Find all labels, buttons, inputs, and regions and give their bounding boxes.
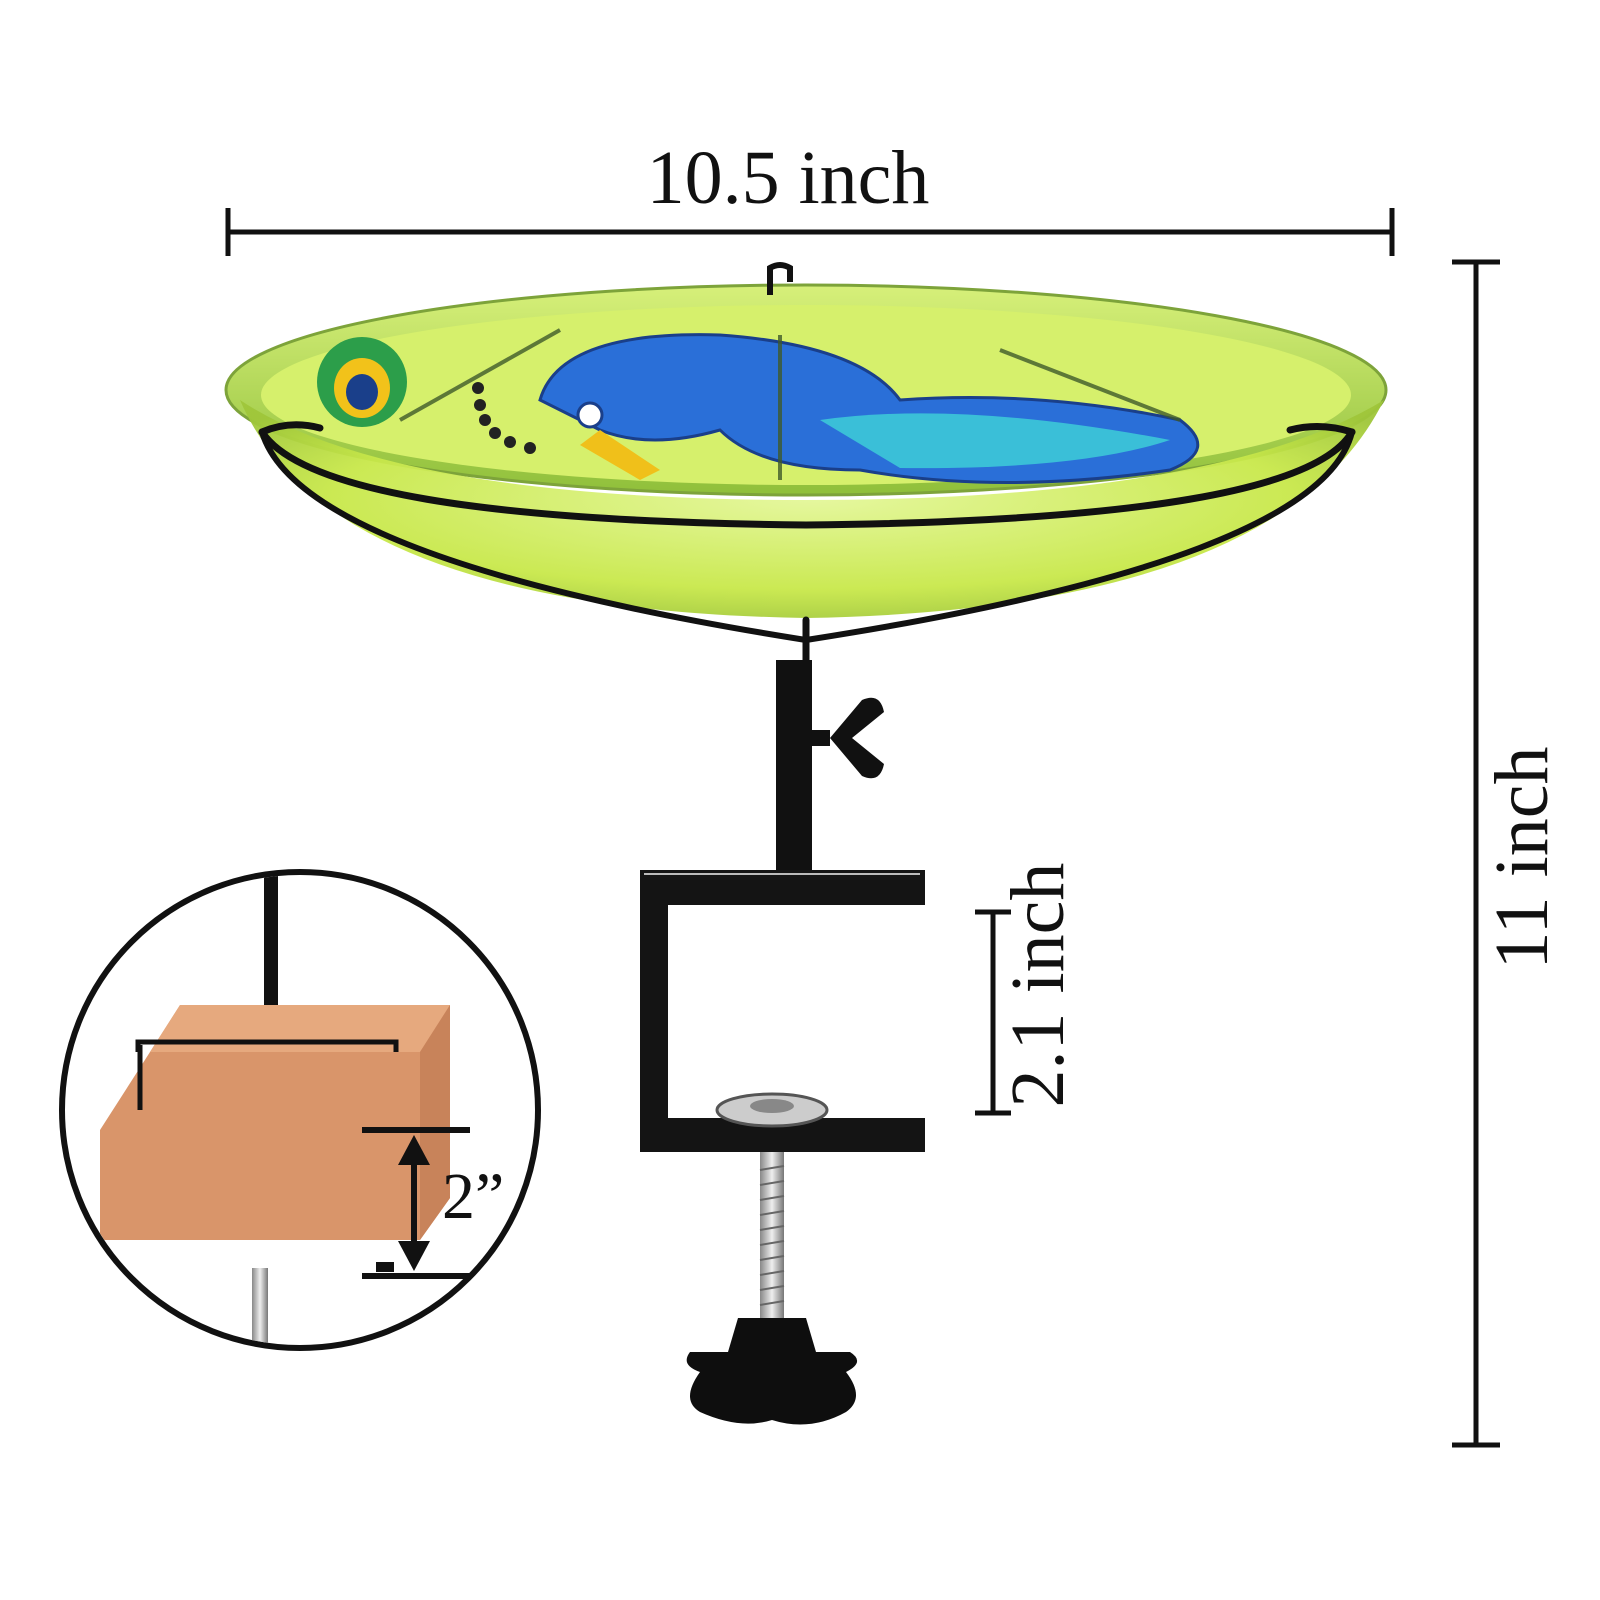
glass-bowl: [226, 265, 1386, 618]
clamp-knob-icon: [687, 1318, 857, 1425]
support-post: [776, 660, 884, 880]
width-label: 10.5 inch: [646, 136, 930, 220]
c-clamp: [640, 870, 925, 1425]
height-label: 11 inch: [1480, 746, 1564, 970]
inset-detail: [62, 870, 538, 1388]
wing-nut-icon: [830, 698, 884, 779]
inset-thickness-label: 2”: [442, 1160, 505, 1233]
clamp-opening-label: 2.1 inch: [996, 862, 1080, 1108]
